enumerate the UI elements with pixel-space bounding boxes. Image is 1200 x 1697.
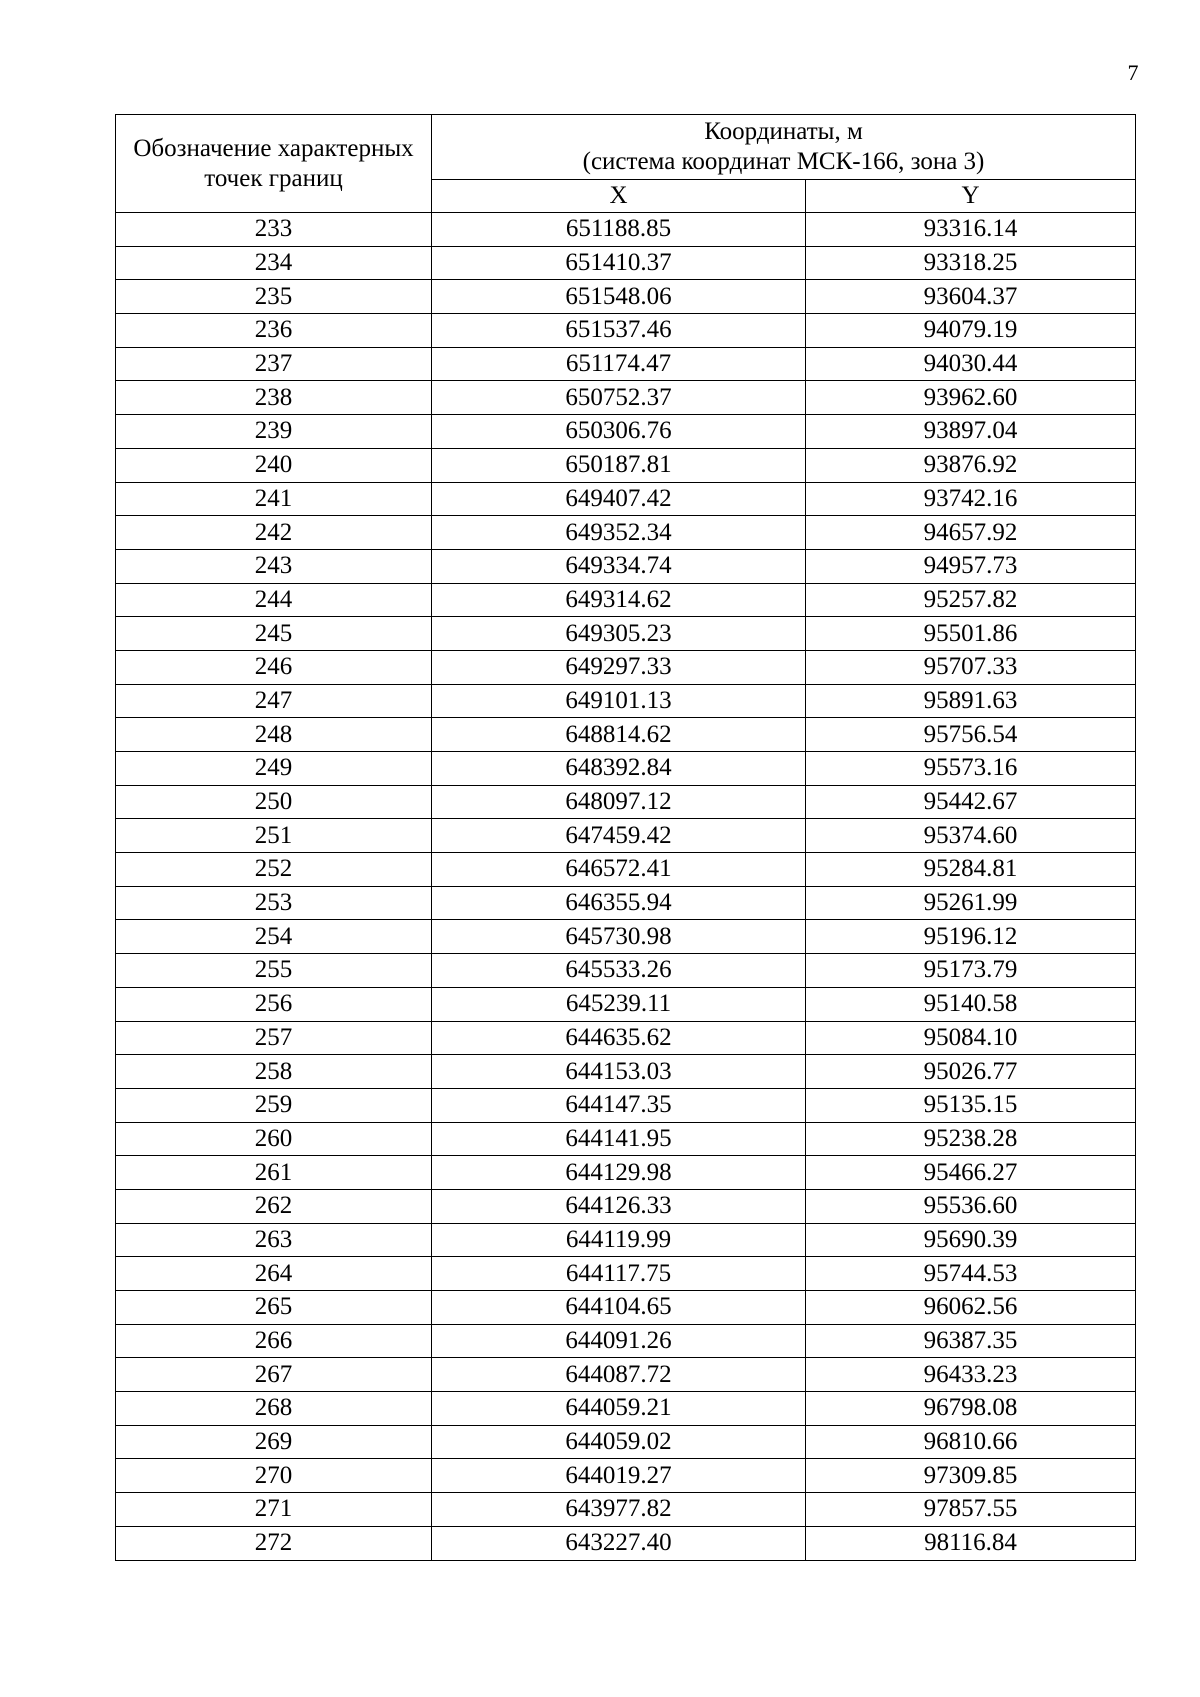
point-cell: 258	[116, 1055, 432, 1089]
x-cell: 651410.37	[432, 246, 806, 280]
table-row	[116, 987, 1136, 1021]
y-cell: 95284.81	[806, 853, 1136, 887]
x-cell: 649334.74	[432, 549, 806, 583]
y-cell: 95026.77	[806, 1055, 1136, 1089]
y-cell: 97309.85	[806, 1459, 1136, 1493]
table-row	[116, 617, 1136, 651]
x-cell: 644153.03	[432, 1055, 806, 1089]
x-cell: 646572.41	[432, 853, 806, 887]
x-cell: 649101.13	[432, 684, 806, 718]
table-row	[116, 1324, 1136, 1358]
y-cell: 94030.44	[806, 347, 1136, 381]
point-cell: 235	[116, 280, 432, 314]
y-cell: 94079.19	[806, 314, 1136, 348]
point-cell: 239	[116, 415, 432, 449]
x-cell: 644126.33	[432, 1189, 806, 1223]
table-row	[116, 1257, 1136, 1291]
y-cell: 95140.58	[806, 987, 1136, 1021]
x-cell: 643227.40	[432, 1526, 806, 1560]
y-cell: 95744.53	[806, 1257, 1136, 1291]
x-cell: 644019.27	[432, 1459, 806, 1493]
table-row	[116, 347, 1136, 381]
table-row	[116, 920, 1136, 954]
x-cell: 649314.62	[432, 583, 806, 617]
point-cell: 246	[116, 650, 432, 684]
table-row	[116, 246, 1136, 280]
x-cell: 650187.81	[432, 448, 806, 482]
y-header: Y	[806, 180, 1136, 213]
point-cell: 260	[116, 1122, 432, 1156]
y-cell: 95891.63	[806, 684, 1136, 718]
y-cell: 97857.55	[806, 1493, 1136, 1527]
point-cell: 268	[116, 1392, 432, 1426]
table-header	[116, 115, 1136, 213]
x-cell: 651548.06	[432, 280, 806, 314]
table-row	[116, 1392, 1136, 1426]
point-cell: 272	[116, 1526, 432, 1560]
y-cell: 93742.16	[806, 482, 1136, 516]
table-row	[116, 718, 1136, 752]
table-row	[116, 1122, 1136, 1156]
point-cell: 240	[116, 448, 432, 482]
table-row	[116, 516, 1136, 550]
x-cell: 644141.95	[432, 1122, 806, 1156]
point-cell: 263	[116, 1223, 432, 1257]
y-cell: 95173.79	[806, 954, 1136, 988]
table-row	[116, 785, 1136, 819]
table-row	[116, 650, 1136, 684]
x-cell: 644129.98	[432, 1156, 806, 1190]
point-cell: 249	[116, 752, 432, 786]
y-cell: 95442.67	[806, 785, 1136, 819]
table-row	[116, 752, 1136, 786]
y-cell: 94657.92	[806, 516, 1136, 550]
point-cell: 234	[116, 246, 432, 280]
point-cell: 236	[116, 314, 432, 348]
coordinates-header-line2: (система координат МСК-166, зона 3)	[582, 148, 985, 175]
x-cell: 645730.98	[432, 920, 806, 954]
table-row	[116, 1358, 1136, 1392]
y-cell: 93962.60	[806, 381, 1136, 415]
point-cell: 243	[116, 549, 432, 583]
point-cell: 253	[116, 886, 432, 920]
point-cell: 265	[116, 1291, 432, 1325]
y-cell: 95257.82	[806, 583, 1136, 617]
x-cell: 648814.62	[432, 718, 806, 752]
coordinates-table	[115, 114, 1136, 1561]
table-row	[116, 1291, 1136, 1325]
table-row	[116, 381, 1136, 415]
table-row	[116, 1425, 1136, 1459]
x-cell: 646355.94	[432, 886, 806, 920]
x-cell: 648392.84	[432, 752, 806, 786]
x-cell: 644087.72	[432, 1358, 806, 1392]
point-cell: 270	[116, 1459, 432, 1493]
y-cell: 94957.73	[806, 549, 1136, 583]
table-body	[116, 213, 1136, 1561]
table-row	[116, 1189, 1136, 1223]
table-row	[116, 1526, 1136, 1560]
table-row	[116, 1223, 1136, 1257]
x-cell: 650306.76	[432, 415, 806, 449]
x-cell: 649407.42	[432, 482, 806, 516]
x-cell: 644119.99	[432, 1223, 806, 1257]
table-row	[116, 954, 1136, 988]
point-cell: 269	[116, 1425, 432, 1459]
x-cell: 644117.75	[432, 1257, 806, 1291]
y-cell: 95135.15	[806, 1088, 1136, 1122]
y-cell: 98116.84	[806, 1526, 1136, 1560]
y-cell: 95501.86	[806, 617, 1136, 651]
x-cell: 644635.62	[432, 1021, 806, 1055]
y-cell: 95536.60	[806, 1189, 1136, 1223]
x-cell: 651174.47	[432, 347, 806, 381]
y-cell: 95573.16	[806, 752, 1136, 786]
point-cell: 248	[116, 718, 432, 752]
x-cell: 649352.34	[432, 516, 806, 550]
table-row	[116, 819, 1136, 853]
point-cell: 271	[116, 1493, 432, 1527]
point-cell: 242	[116, 516, 432, 550]
y-cell: 96798.08	[806, 1392, 1136, 1426]
y-cell: 95466.27	[806, 1156, 1136, 1190]
page-number: 7	[1127, 60, 1139, 85]
x-cell: 644104.65	[432, 1291, 806, 1325]
x-cell: 647459.42	[432, 819, 806, 853]
table-row	[116, 1021, 1136, 1055]
x-cell: 651188.85	[432, 213, 806, 247]
point-cell: 259	[116, 1088, 432, 1122]
point-cell: 241	[116, 482, 432, 516]
y-cell: 96810.66	[806, 1425, 1136, 1459]
point-cell: 256	[116, 987, 432, 1021]
coordinates-header	[432, 115, 1136, 180]
y-cell: 95690.39	[806, 1223, 1136, 1257]
table-row	[116, 314, 1136, 348]
point-cell: 245	[116, 617, 432, 651]
point-cell: 244	[116, 583, 432, 617]
y-cell: 93316.14	[806, 213, 1136, 247]
table-row	[116, 1088, 1136, 1122]
y-cell: 95756.54	[806, 718, 1136, 752]
point-cell: 257	[116, 1021, 432, 1055]
point-cell: 264	[116, 1257, 432, 1291]
table-row	[116, 549, 1136, 583]
y-cell: 96387.35	[806, 1324, 1136, 1358]
x-header: X	[432, 180, 806, 213]
header-row-1	[116, 115, 1136, 180]
x-cell: 649305.23	[432, 617, 806, 651]
table-row	[116, 583, 1136, 617]
table-row	[116, 684, 1136, 718]
x-cell: 644059.21	[432, 1392, 806, 1426]
point-cell: 267	[116, 1358, 432, 1392]
designation-header: Обозначение характерных точек границ	[116, 115, 432, 213]
table-row	[116, 1493, 1136, 1527]
y-cell: 95196.12	[806, 920, 1136, 954]
table-row	[116, 415, 1136, 449]
table-row	[116, 213, 1136, 247]
y-cell: 95238.28	[806, 1122, 1136, 1156]
x-cell: 643977.82	[432, 1493, 806, 1527]
point-cell: 255	[116, 954, 432, 988]
y-cell: 93876.92	[806, 448, 1136, 482]
x-cell: 651537.46	[432, 314, 806, 348]
table-row	[116, 1459, 1136, 1493]
table-row	[116, 280, 1136, 314]
x-cell: 645239.11	[432, 987, 806, 1021]
table-row	[116, 1156, 1136, 1190]
table-row	[116, 1055, 1136, 1089]
point-cell: 262	[116, 1189, 432, 1223]
table-row	[116, 886, 1136, 920]
y-cell: 93604.37	[806, 280, 1136, 314]
point-cell: 254	[116, 920, 432, 954]
point-cell: 252	[116, 853, 432, 887]
y-cell: 93318.25	[806, 246, 1136, 280]
x-cell: 644091.26	[432, 1324, 806, 1358]
point-cell: 237	[116, 347, 432, 381]
x-cell: 650752.37	[432, 381, 806, 415]
point-cell: 266	[116, 1324, 432, 1358]
point-cell: 250	[116, 785, 432, 819]
y-cell: 93897.04	[806, 415, 1136, 449]
x-cell: 644147.35	[432, 1088, 806, 1122]
point-cell: 251	[116, 819, 432, 853]
y-cell: 95261.99	[806, 886, 1136, 920]
point-cell: 261	[116, 1156, 432, 1190]
table-row	[116, 448, 1136, 482]
y-cell: 96062.56	[806, 1291, 1136, 1325]
x-cell: 645533.26	[432, 954, 806, 988]
coordinates-header-line1: Координаты, м	[704, 118, 863, 145]
x-cell: 644059.02	[432, 1425, 806, 1459]
y-cell: 96433.23	[806, 1358, 1136, 1392]
y-cell: 95084.10	[806, 1021, 1136, 1055]
x-cell: 649297.33	[432, 650, 806, 684]
point-cell: 247	[116, 684, 432, 718]
y-cell: 95374.60	[806, 819, 1136, 853]
x-cell: 648097.12	[432, 785, 806, 819]
point-cell: 233	[116, 213, 432, 247]
table-row	[116, 853, 1136, 887]
y-cell: 95707.33	[806, 650, 1136, 684]
point-cell: 238	[116, 381, 432, 415]
table-row	[116, 482, 1136, 516]
